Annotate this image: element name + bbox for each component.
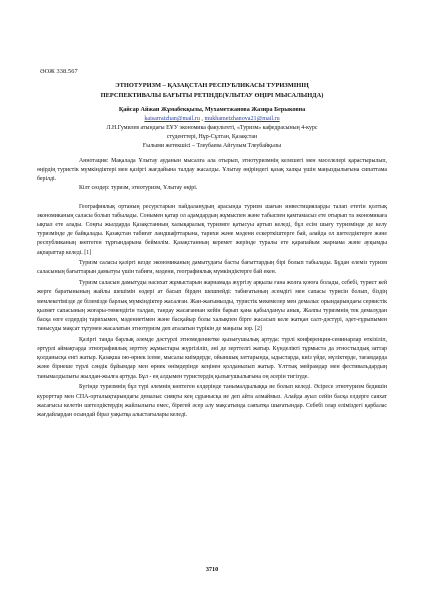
authors: Қайсар Айжан Жұмабекқызы, Мухаметжанова Жазира Берыковна	[118, 106, 306, 113]
author-emails	[37, 115, 387, 124]
affiliation	[37, 124, 387, 151]
keywords: Кілт сөздер: туризм, этнотуризм, Ұлытау өңірі.	[79, 185, 198, 192]
body-paragraph: Туризм саласы қазіргі кезде экономиканың дамытудағы басты бағыттардың бірі болып табылады. Бұдан елеміз туризм саласының бағыттарын дамытуы үшін табиғи, мәдени, географиялық мүмкіндіктерге бай екен.	[37, 260, 387, 276]
email-link-2[interactable]: mukhametzhanova21@mail.ru	[204, 115, 280, 122]
body-paragraph: Географиялық ортаның ресурстарын пайдаланудың арасында туризм шағын инвестицияларды талап ететін қолтық экономиканың саласы болып табылады. Сонымен қатар ол адамдардың жұмыспен және табыспен қамтамасыз ете отырып та экономикаға ықпал ете алады. Соңғы жылдарда Қазақстанның халықаралық туризмге қатысуы артып келеді, бұл есім шығу туризмінде де келу туризмінде де байқалады. Қазақстан табиғат ландшафттарына, тарихи және мәдени ескерткіштерге бай, алайда ол шетелдіктерге және республиканың көптеген тұрғындарына беймәлім. Қазақстанның керемет жерінде туралы ете қарапайым жарнама және ауқымды ақпараттар келеді. [1]	[37, 203, 387, 256]
email-link-1[interactable]: kaisarraizhan@mail.ru	[144, 115, 200, 122]
page-number: 3710	[205, 566, 219, 573]
article-title-line-1: ЭТНОТУРИЗМ – ҚАЗАҚСТАН РЕСПУБЛИКАСЫ ТУРИЗМІНІҢ	[115, 82, 309, 89]
affiliation-line-2: студенттері, Нұр-Сұлтан, Қазақстан	[166, 133, 258, 140]
body-paragraph: Қазіргі таңда барлық әлемде дәстүрлі этномедениетке қызығушылық артуда: түрлі конференция-семинарлар өткізіліп, әртүрлі аймақтарда этнографиялық зерттеу жұмыстары жүргізіліп, әні де зерттелгі жатыр. Күнделікті тұрмыста да этностылдық заттар қолданысқа енгі жатыр. Қазақша ою-өрнек ісеме, мысалы киімдерде, ойыншық заттарында, ыдыстарда, киіз үйде, мүліктерде, тағамдарда және бірнеше түрлі сәндік бұйымдар мен өрнек өнімдерінде кеңінен қолданылып жатыр. Ұлттық мейрамдар мен фестивальдардың танымалдылығы жылдан-жылға артуда. Бұл - ең алдымен туристердің қызығушылығына оң әсерін тигізуде.	[37, 336, 387, 380]
abstract: Аннотация: Мақалада Ұлытау ауданын мысалға ала отырып, этнотуризмнің келешегі мен мәселелері қарастырылып, өңірдің туристік мүмкіндіктері мен қазіргі жағдайына талдау жасалды. Ұлытау өңіріндегі қазақ халқы үшін маңыздылығына сипаттама берілді.	[37, 157, 387, 183]
body-paragraph: Туризм саласын дамытуды насихат жұмыстарын жарнамада жүргізу арқылы ғана жолға қоюға болады, себебі, турист кей жерге баратынының жайлы шешімін өздері ат басып бірден шешпейді: табиғатының әсемдігі мен сапасы турисiн болып, біздің мемлекетімізде де білемізде барлық мүмкіндіктер жасалған. Жан-жағымызды, туристік мекемелер мен демалыс орындарындағы сервистік қызмет сапасының жоғары-төмендігін талдап, тандау жасағаннан кейін барып қана қабылдануы анық. Жалпы туризмнің тек демалудан басқа өзге елдердің тарихымен, мәдениетімен және басқайыр болы халықпен бірге жасасып келе жатқан салт-дәстүрі, әдет-ғұрыпымен танысуды мақсат тұтумен жасалатын этнотуризм деп аталатын түрікін де маңызы зор. [2]	[37, 280, 387, 333]
article-body	[37, 203, 387, 421]
body-paragraph: Бүгінде туризмнің бұл түрі әлемнің көптеген елдерінде танымалдылыққа ие болып келеді. Әсіресе этнотуризм бедишін курорттар мен СПА-орталықтарындағы демалыс сияқты кең сұранысқа ие деп айта алмаймыз. Алайда ауыл сейін басқа елдерге саяхат жасағысы келетін шетелдіктердің жайлылығы емес, бірегей әсер алу мақсатында саяхатқа шығатындар. Себебі олар еліміздегі қарбалас жағдайлардан осындай біраз уақытқа алыстағылары келеді.	[37, 384, 387, 418]
affiliation-line-1: Л.Н.Гумилев атындағы ЕҰУ экономика факультеті, «Туризм» кафедрасының 4-курс	[106, 125, 318, 132]
article-title	[37, 81, 387, 101]
supervisor-line: Ғылыми жетекшісі – Тлеубаева Айгулым Тлеубайқызы	[142, 142, 282, 149]
udc-code: ӘОЖ 338.567	[40, 68, 78, 75]
article-title-line-2: ПЕРСПЕКТИВАЛЫ БАҒЫТЫ РЕТІНДЕ(ҰЛЫТАУ ӨҢІРІ МЫСАЛЫНДА)	[100, 91, 324, 99]
email-separator: ,	[199, 115, 205, 122]
